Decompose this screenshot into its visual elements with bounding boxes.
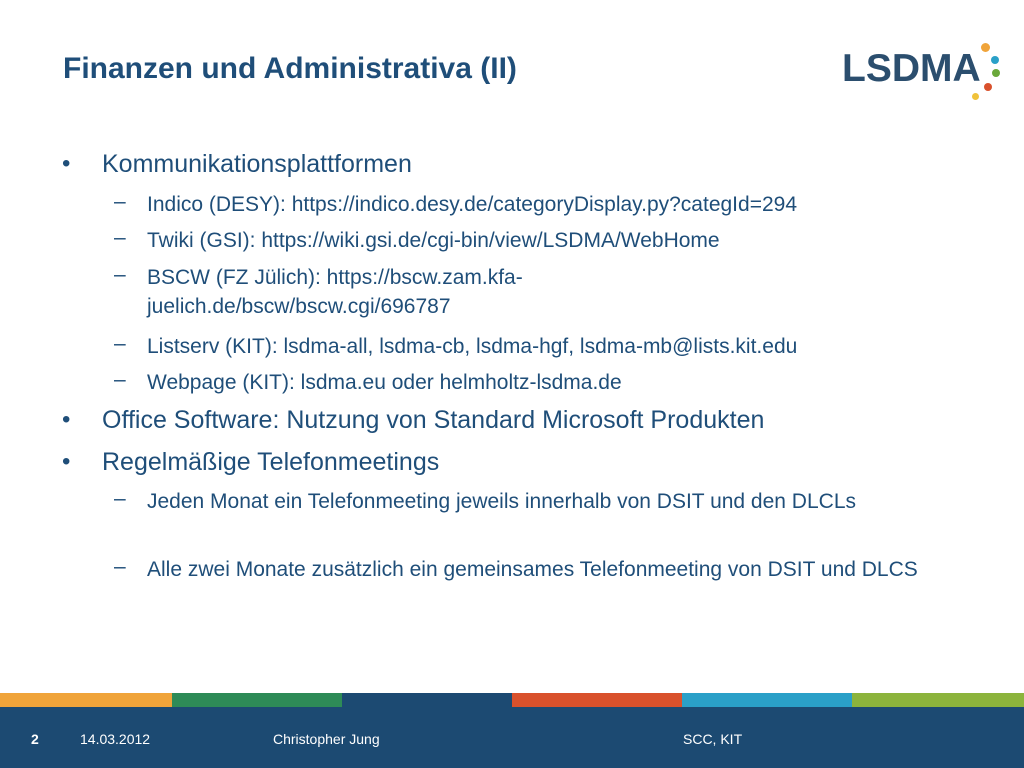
logo-text: LSDMA [842, 47, 981, 90]
sub-bullet-item: Alle zwei Monate zusätzlich ein gemeinsames Telefonmeeting von DSIT und DLCS [147, 558, 918, 581]
sub-bullet-item: Jeden Monat ein Telefonmeeting jeweils innerhalb von DSIT und den DLCLs [147, 490, 856, 513]
dash-icon: – [114, 368, 126, 391]
stripe-segment [172, 693, 342, 707]
slide-title: Finanzen und Administrativa (II) [63, 52, 517, 85]
sub-bullet-item: Indico (DESY): https://indico.desy.de/categoryDisplay.py?categId=294 [147, 193, 797, 216]
sub-bullet-item: Webpage (KIT): lsdma.eu oder helmholtz-lsdma.de [147, 371, 622, 394]
footer-author: Christopher Jung [273, 731, 380, 747]
page-number: 2 [31, 731, 39, 747]
stripe-segment [0, 693, 172, 707]
bullet-dot-icon: • [62, 406, 71, 433]
sub-bullet-item: BSCW (FZ Jülich): https://bscw.zam.kfa-juelich.de/bscw/bscw.cgi/696787 [147, 266, 523, 318]
bullet-item: Kommunikationsplattformen [102, 150, 412, 178]
bullet-dot-icon: • [62, 150, 71, 177]
stripe-segment [852, 693, 1024, 707]
bullet-item: Office Software: Nutzung von Standard Microsoft Produkten [102, 406, 765, 434]
bullet-dot-icon: • [62, 448, 71, 475]
sub-bullet-item: Listserv (KIT): lsdma-all, lsdma-cb, lsdma-hgf, lsdma-mb@lists.kit.edu [147, 335, 798, 358]
bullet-item: Regelmäßige Telefonmeetings [102, 448, 440, 476]
dash-icon: – [114, 332, 126, 355]
dash-icon: – [114, 487, 126, 510]
sub-bullet-item: Twiki (GSI): https://wiki.gsi.de/cgi-bin/view/LSDMA/WebHome [147, 229, 720, 252]
dash-icon: – [114, 263, 126, 286]
footer-org: SCC, KIT [683, 731, 743, 747]
footer-date: 14.03.2012 [80, 731, 151, 747]
stripe-segment [342, 693, 512, 707]
dash-icon: – [114, 555, 126, 578]
stripe-segment [682, 693, 852, 707]
stripe-segment [512, 693, 682, 707]
dash-icon: – [114, 190, 126, 213]
footer-bar [0, 707, 1024, 768]
dash-icon: – [114, 226, 126, 249]
